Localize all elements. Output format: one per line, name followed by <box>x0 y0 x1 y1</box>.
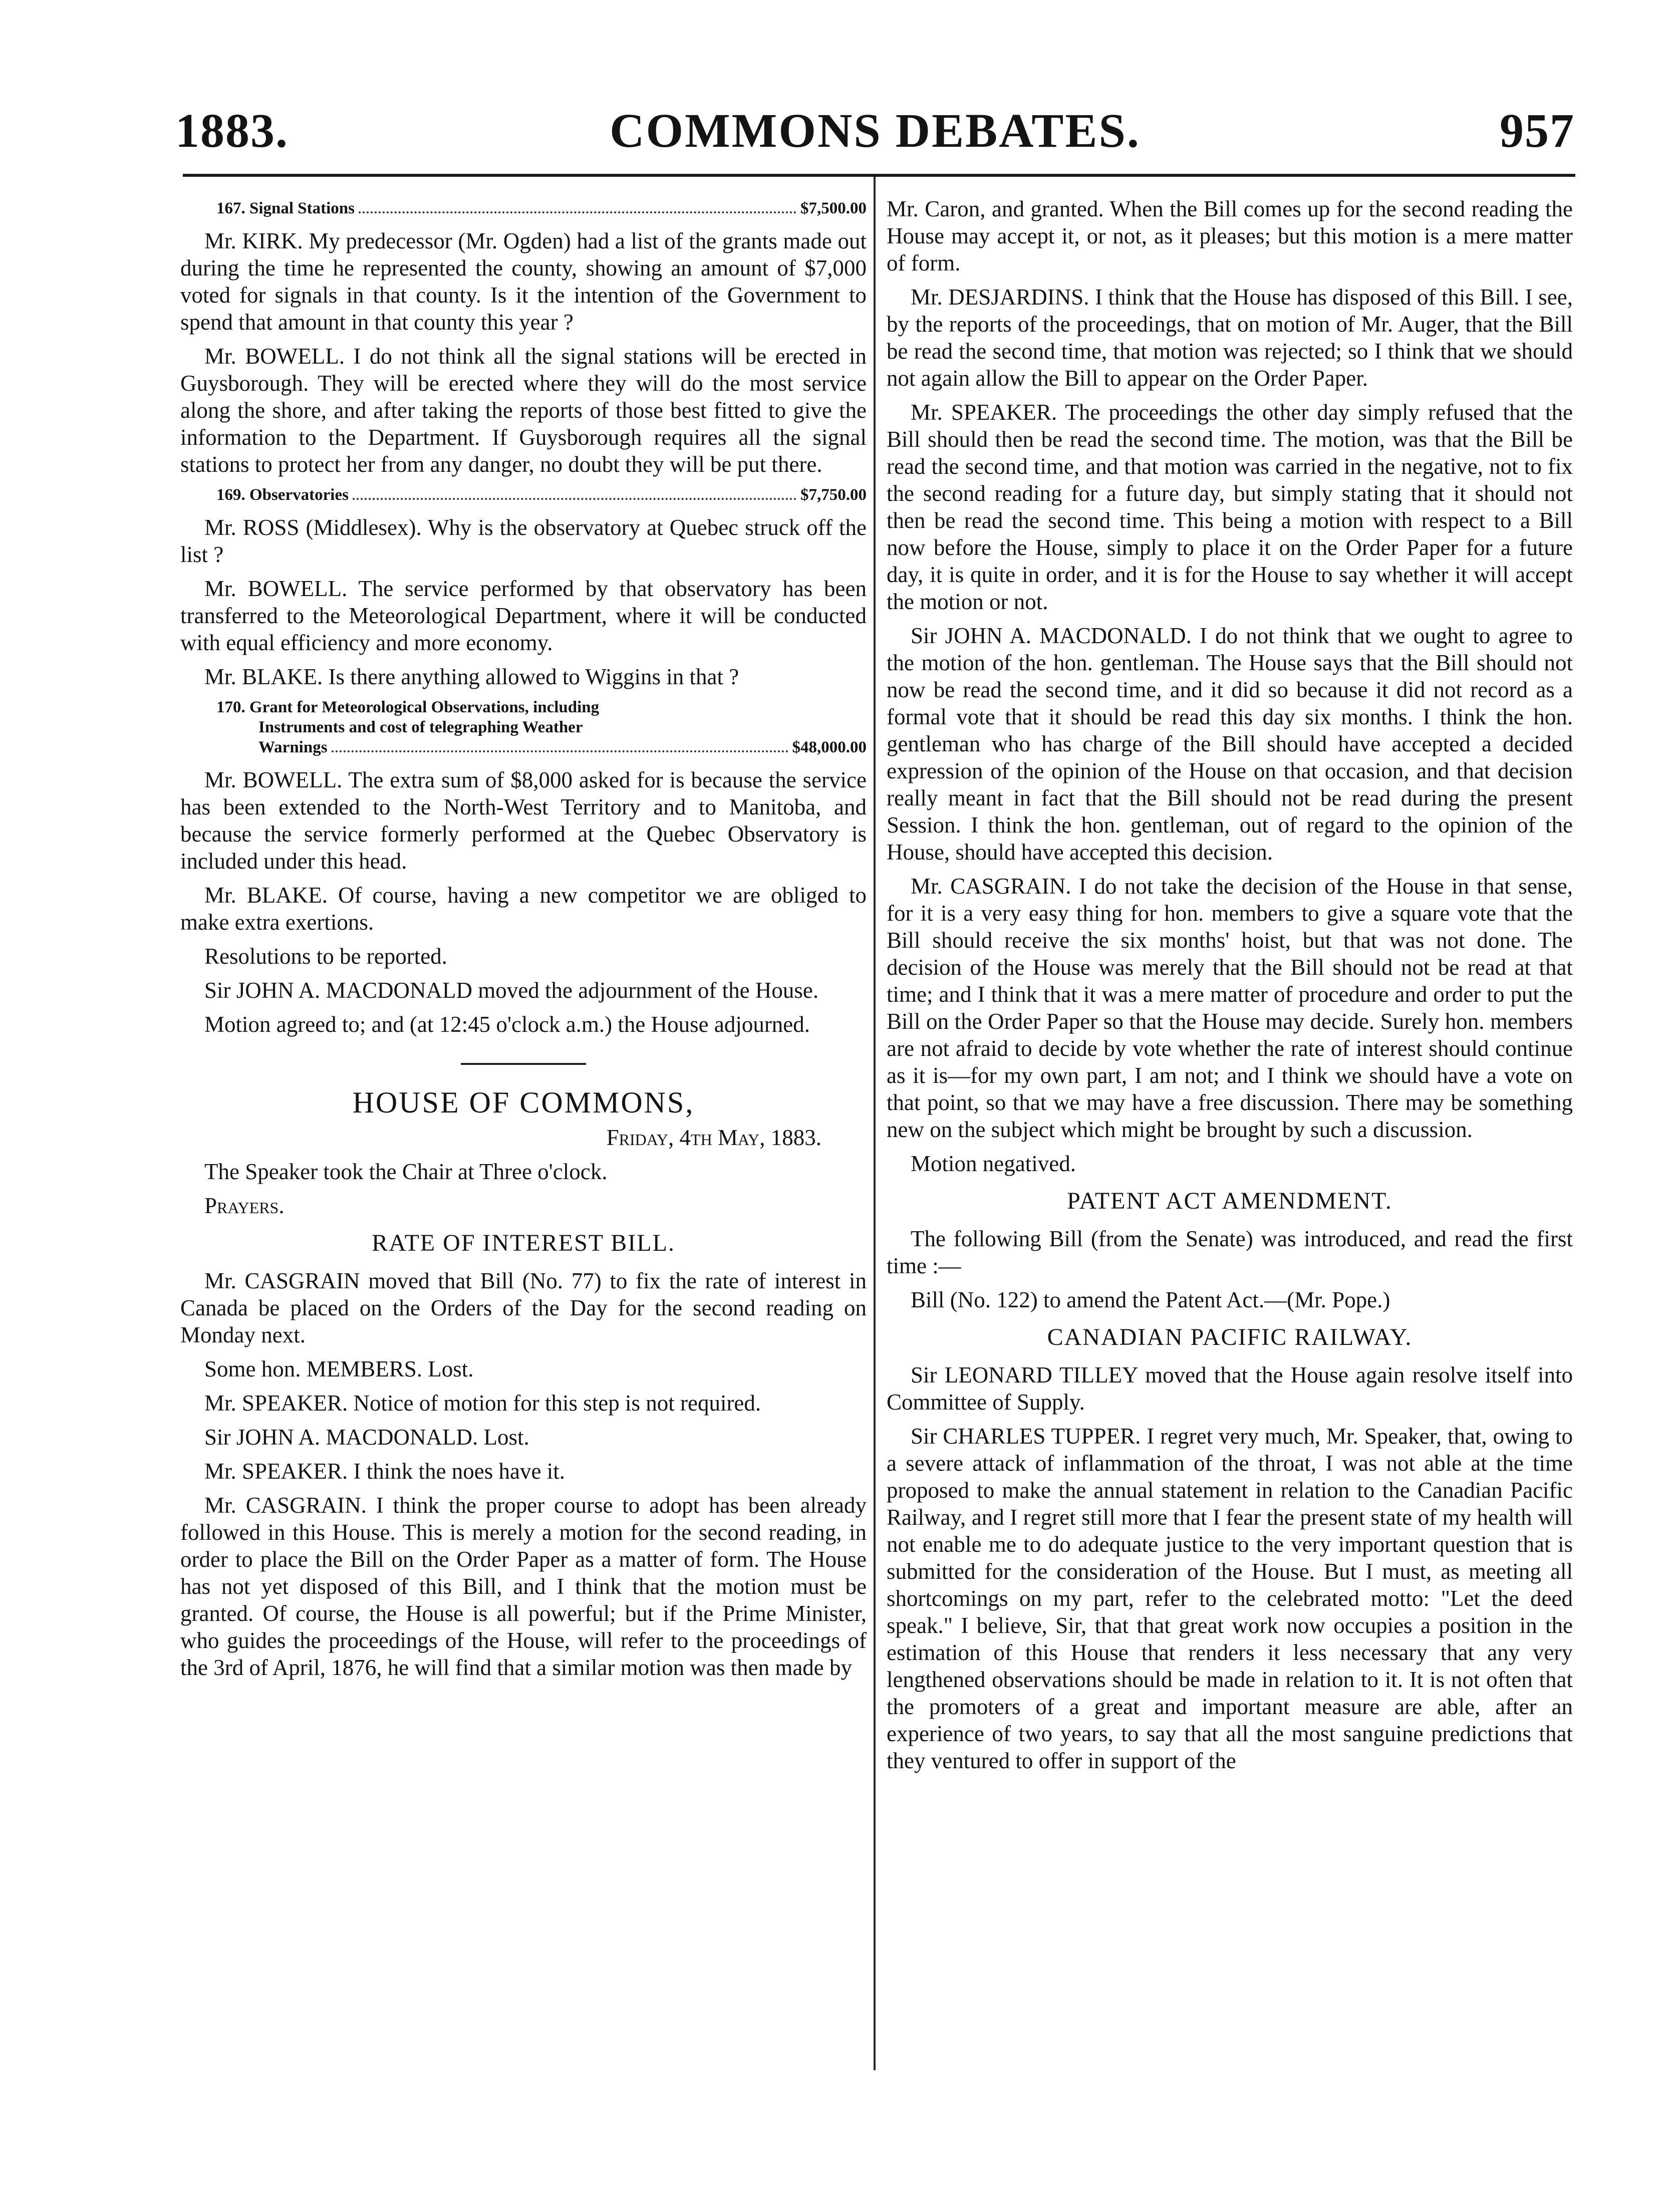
paragraph-prayers: Prayers. <box>204 1193 285 1218</box>
paragraph-bowell-2: Mr. BOWELL. The service performed by that observatory has been transferred to the Meteorological Department, where it will be conducted with equal efficiency and more economy. <box>180 576 867 655</box>
section-separator <box>461 1063 586 1065</box>
leader-dots <box>359 211 796 213</box>
paragraph-resolutions: Resolutions to be reported. <box>204 944 447 969</box>
header-page-number: 957 <box>1500 104 1575 157</box>
column-divider <box>874 177 876 2070</box>
paragraph-speaker-2: Mr. SPEAKER. The proceedings the other day simply refused that the Bill should then be read the second time. The motion, was that the Bill be read the second time, and that motion was carried in the negative, not to fix the second reading for a future day, but simply stating that it should not then be read the second time. This being a motion with respect to a Bill now before the House, simply to place it on the Order Paper for a future day, it is quite in order, and it is for the House to say whether it will accept the motion or not. <box>887 400 1573 614</box>
paragraph-following-bill: The following Bill (from the Senate) was introduced, and read the first time :— <box>887 1226 1573 1278</box>
paragraph-negatived: Motion negatived. <box>911 1151 1076 1176</box>
sitting-date: Friday, 4th May, 1883. <box>606 1125 821 1150</box>
header-title: COMMONS DEBATES. <box>610 104 1141 157</box>
paragraph-kirk: Mr. KIRK. My predecessor (Mr. Ogden) had a list of the grants made out during the time he represented the county, showing an amount of $7,000 voted for signals in that county. Is it the intention of the Government to spend that amount in that county this year ? <box>180 228 867 335</box>
vote-label-line-3 <box>180 737 867 757</box>
header-rule <box>183 174 1575 177</box>
header-year: 1883. <box>175 104 289 157</box>
vote-item-167 <box>180 198 867 218</box>
leader-dots <box>353 498 796 500</box>
paragraph-casgrain-3: Mr. CASGRAIN. I do not take the decision of the House in that sense, for it is a very easy thing for hon. members to give a square vote that the Bill should receive the six months' hoist, but that was not done. The decision of the House was merely that the Bill should not be read at that time; and I think that it was a mere matter of procedure and order to put the Bill on the Order Paper so that the House may decide. Surely hon. members are not afraid to decide by vote whether the rate of interest should continue as it is—for my own part, I am not; and I think we should have a vote on that point, so that we may have a free discussion. There may be something new on the subject which might be brought by such a discussion. <box>887 874 1573 1142</box>
vote-item-169 <box>180 485 867 505</box>
paragraph-speaker-noes: Mr. SPEAKER. I think the noes have it. <box>204 1459 565 1484</box>
vote-item-170 <box>180 697 867 757</box>
paragraph-bowell-3: Mr. BOWELL. The extra sum of $8,000 asked for is because the service has been extended to the North-West Territory and to Manitoba, and because the service formerly performed at the Quebec Observatory is included under this head. <box>180 767 867 874</box>
house-heading: HOUSE OF COMMONS, <box>352 1086 695 1119</box>
vote-amount: $48,000.00 <box>792 738 867 756</box>
paragraph-bowell-1: Mr. BOWELL. I do not think all the signal stations will be erected in Guysborough. They will be erected where they will do the most service along the shore, and after taking the reports of those best fitted to give the information to the Department. If Guysborough requires all the signal stations to protect her from any danger, no doubt they will be put there. <box>180 344 867 477</box>
paragraph-caron: Mr. Caron, and granted. When the Bill comes up for the second reading the House may accept it, or not, as it pleases; but this motion is a mere matter of form. <box>887 196 1573 275</box>
vote-amount: $7,500.00 <box>800 199 867 217</box>
paragraph-blake-1: Mr. BLAKE. Is there anything allowed to Wiggins in that ? <box>204 664 739 689</box>
paragraph-tilley: Sir LEONARD TILLEY moved that the House again resolve itself into Committee of Supply. <box>887 1362 1573 1415</box>
paragraph-tupper: Sir CHARLES TUPPER. I regret very much, Mr. Speaker, that, owing to a severe attack of inflammation of the throat, I was not able at the time proposed to make the annual statement in relation to the Canadian Pacific Railway, and I regret still more that I fear the present state of my health will not enable me to do adequate justice to the very important question that is submitted for the consideration of the House. But I must, as meeting all shortcomings on my part, refer to the celebrated motto: "Let the deed speak." I believe, Sir, that that great work now occupies a position in the estimation of this House that renders it less necessary that any very lengthened observations should be made in relation to it. It is not often that the promoters of a great and important measure are able, after an experience of two years, to say that all the most sanguine predictions that they ventured to offer in support of the <box>887 1424 1573 1773</box>
leader-dots <box>332 750 788 752</box>
paragraph-bill-122: Bill (No. 122) to amend the Patent Act.—(Mr. Pope.) <box>911 1287 1390 1312</box>
section-heading-patent-act: PATENT ACT AMENDMENT. <box>1067 1188 1392 1214</box>
vote-label: 167. Signal Stations <box>216 199 355 217</box>
paragraph-macdonald-2: Sir JOHN A. MACDONALD. I do not think that we ought to agree to the motion of the hon. gentleman. The House says that the Bill should not now be read the second time, and it did so because it did not record as a formal vote that it should be read this day six months. I think the hon. gentleman who has charge of the Bill should have accepted a decided expression of the opinion of the House on that occasion, and that decision really meant in fact that the Bill should not be read during the present Session. I think the hon. gentleman, out of regard to the opinion of the House, should have accepted this decision. <box>887 623 1573 865</box>
section-heading-rate-of-interest: RATE OF INTEREST BILL. <box>372 1230 675 1256</box>
paragraph-speaker-chair: The Speaker took the Chair at Three o'clock. <box>204 1159 608 1184</box>
vote-label-line-2: Instruments and cost of telegraphing Weather <box>258 718 583 736</box>
paragraph-desjardins: Mr. DESJARDINS. I think that the House has disposed of this Bill. I see, by the reports of the proceedings, that on motion of Mr. Auger, that the Bill be read the second time, that motion was rejected; so I think that we should not again allow the Bill to appear on the Order Paper. <box>887 285 1573 391</box>
paragraph-macdonald-1: Sir JOHN A. MACDONALD moved the adjournment of the House. <box>204 978 819 1003</box>
paragraph-motion-agreed: Motion agreed to; and (at 12:45 o'clock a.m.) the House adjourned. <box>204 1012 810 1037</box>
paragraph-macdonald-lost: Sir JOHN A. MACDONALD. Lost. <box>204 1425 529 1450</box>
paragraph-blake-2: Mr. BLAKE. Of course, having a new competitor we are obliged to make extra exertions. <box>180 883 867 935</box>
left-column <box>180 195 867 1688</box>
vote-label-line-1: 170. Grant for Meteorological Observations, including <box>216 698 600 716</box>
paragraph-ross: Mr. ROSS (Middlesex). Why is the observatory at Quebec struck off the list ? <box>180 515 867 567</box>
vote-amount: $7,750.00 <box>800 486 867 504</box>
paragraph-members-lost: Some hon. MEMBERS. Lost. <box>204 1356 474 1382</box>
paragraph-speaker-notice: Mr. SPEAKER. Notice of motion for this step is not required. <box>204 1391 761 1416</box>
paragraph-casgrain-2: Mr. CASGRAIN. I think the proper course to adopt has been already followed in this House. This is merely a motion for the second reading, in order to place the Bill on the Order Paper as a matter of form. The House has not yet disposed of this Bill, and I think that the motion must be granted. Of course, the House is all powerful; but if the Prime Minister, who guides the proceedings of the House, will refer to the proceedings of the 3rd of April, 1876, he will find that a similar motion was then made by <box>180 1493 867 1680</box>
page-header <box>175 103 1575 173</box>
section-heading-cpr: CANADIAN PACIFIC RAILWAY. <box>1047 1324 1413 1350</box>
vote-label: 169. Observatories <box>216 486 349 504</box>
right-column <box>887 195 1573 1781</box>
vote-label: Warnings <box>258 738 328 756</box>
paragraph-casgrain-1: Mr. CASGRAIN moved that Bill (No. 77) to fix the rate of interest in Canada be placed on the Orders of the Day for the second reading on Monday next. <box>180 1268 867 1347</box>
